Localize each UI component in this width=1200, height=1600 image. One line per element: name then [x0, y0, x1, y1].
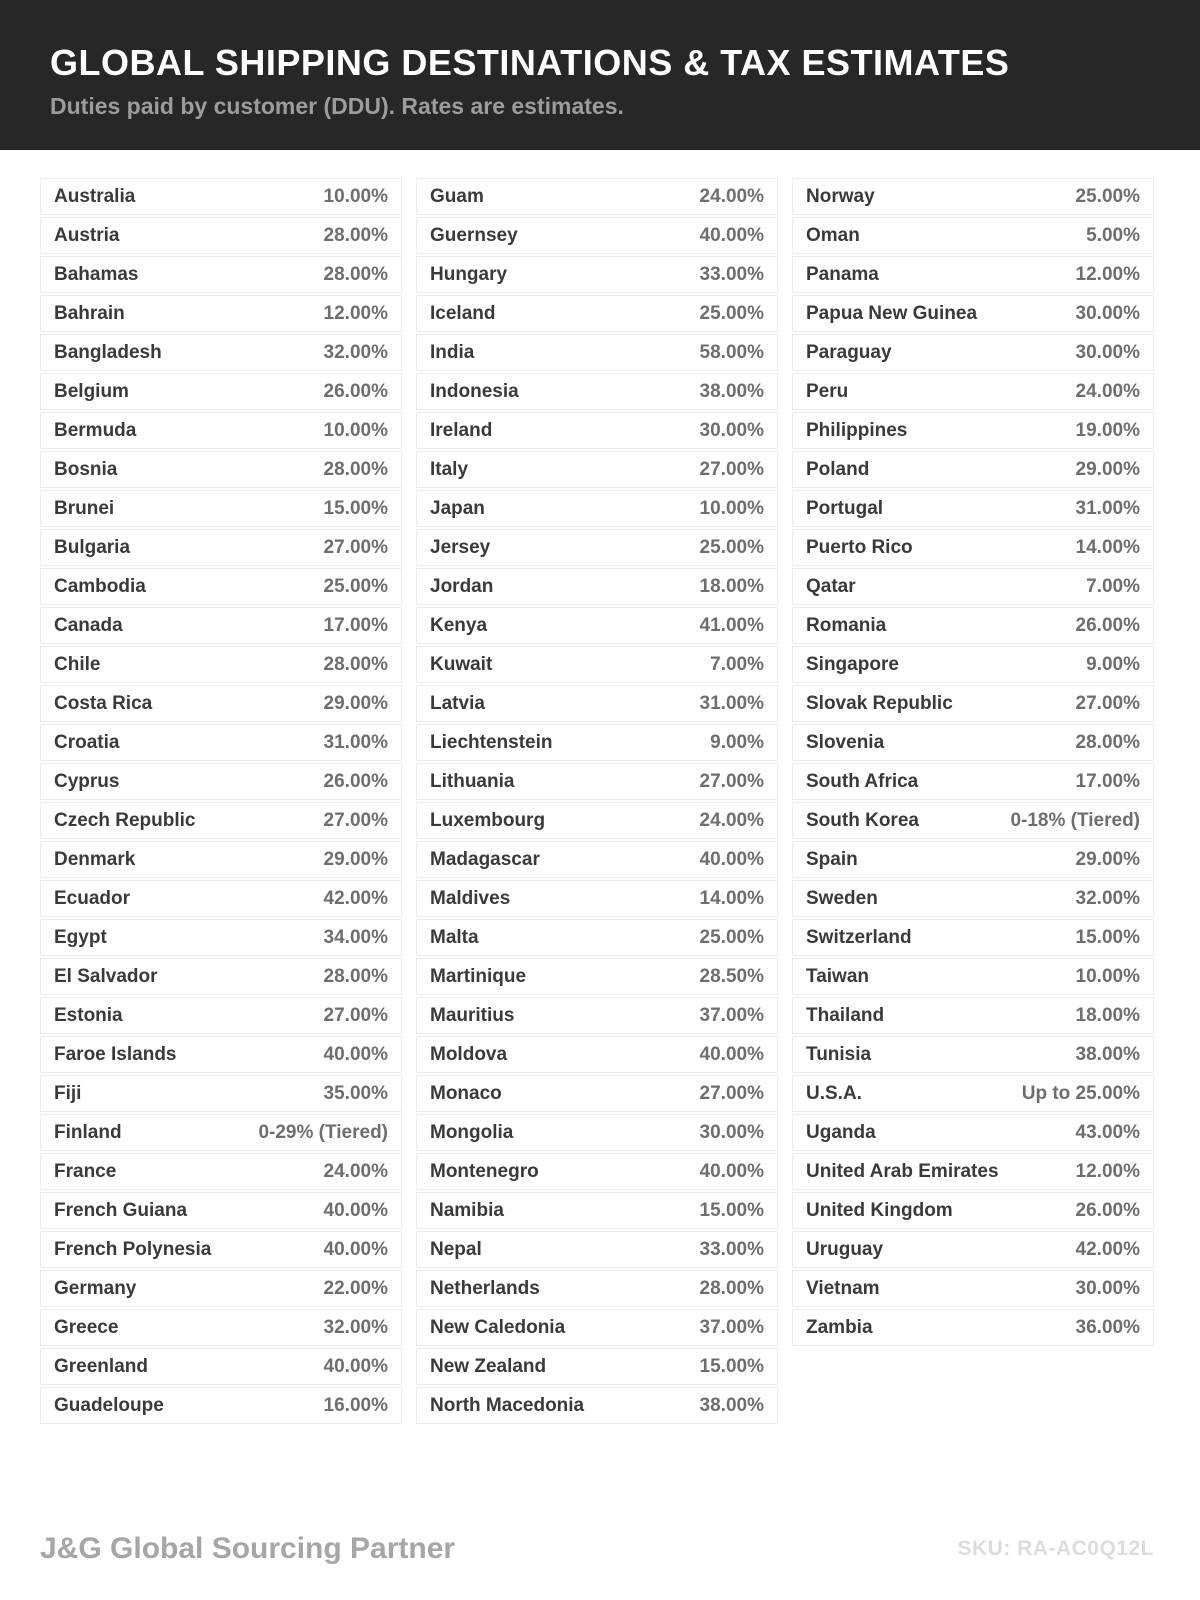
table-row — [416, 841, 778, 878]
table-row — [40, 646, 402, 683]
country-name: Guam — [430, 185, 484, 207]
country-name: Spain — [806, 848, 858, 870]
table-row — [792, 568, 1154, 605]
table-row — [792, 685, 1154, 722]
table-row — [792, 802, 1154, 839]
tax-rate: 12.00% — [323, 302, 388, 324]
country-name: Montenegro — [430, 1160, 539, 1182]
country-name: Bosnia — [54, 458, 118, 480]
tax-rate: 12.00% — [1075, 263, 1140, 285]
table-row — [40, 568, 402, 605]
country-name: Greenland — [54, 1355, 148, 1377]
tax-rate: 15.00% — [699, 1199, 764, 1221]
country-name: Bahamas — [54, 263, 139, 285]
table-row — [792, 646, 1154, 683]
tax-rate: 16.00% — [323, 1394, 388, 1416]
table-row — [792, 1153, 1154, 1190]
table-row — [416, 1075, 778, 1112]
tax-rate: 31.00% — [699, 692, 764, 714]
tax-rate: 17.00% — [1075, 770, 1140, 792]
tax-rate: 12.00% — [1075, 1160, 1140, 1182]
tax-rate: 18.00% — [699, 575, 764, 597]
country-name: Mauritius — [430, 1004, 515, 1026]
table-row — [792, 724, 1154, 761]
country-name: Czech Republic — [54, 809, 196, 831]
country-name: New Zealand — [430, 1355, 547, 1377]
table-row — [40, 763, 402, 800]
country-name: India — [430, 341, 475, 363]
tax-rate: 9.00% — [1086, 653, 1140, 675]
table-row — [40, 1114, 402, 1151]
country-name: Denmark — [54, 848, 136, 870]
country-name: Brunei — [54, 497, 115, 519]
table-row — [40, 841, 402, 878]
table-row — [40, 607, 402, 644]
country-name: El Salvador — [54, 965, 158, 987]
tax-rate: 24.00% — [699, 185, 764, 207]
tax-rate: 28.00% — [323, 263, 388, 285]
tax-rate: 10.00% — [323, 419, 388, 441]
tax-rate: 7.00% — [710, 653, 764, 675]
country-name: French Guiana — [54, 1199, 188, 1221]
table-row — [40, 1036, 402, 1073]
country-name: Martinique — [430, 965, 527, 987]
tax-rate: 32.00% — [323, 1316, 388, 1338]
table-row — [416, 373, 778, 410]
country-name: Singapore — [806, 653, 899, 675]
table-row — [40, 412, 402, 449]
tax-rate: 30.00% — [1075, 302, 1140, 324]
table-row — [40, 1153, 402, 1190]
table-row — [40, 451, 402, 488]
tax-rate: 29.00% — [323, 848, 388, 870]
table-row — [792, 334, 1154, 371]
table-row — [416, 919, 778, 956]
table-row — [416, 646, 778, 683]
tax-rate: 15.00% — [699, 1355, 764, 1377]
table-row — [416, 178, 778, 215]
country-name: Lithuania — [430, 770, 515, 792]
tax-rate: 41.00% — [699, 614, 764, 636]
country-name: Mongolia — [430, 1121, 514, 1143]
country-name: Slovak Republic — [806, 692, 953, 714]
sku-label: SKU: RA-AC0Q12L — [957, 1537, 1154, 1560]
table-row — [416, 451, 778, 488]
country-name: Uruguay — [806, 1238, 884, 1260]
table-row — [416, 412, 778, 449]
tax-rate: 38.00% — [699, 1394, 764, 1416]
table-row — [416, 1348, 778, 1385]
table-row — [792, 1270, 1154, 1307]
tax-rate: 25.00% — [1075, 185, 1140, 207]
tax-rate: 25.00% — [699, 536, 764, 558]
tax-rate: 33.00% — [699, 1238, 764, 1260]
table-row — [416, 607, 778, 644]
table-row — [40, 256, 402, 293]
table-row — [40, 373, 402, 410]
table-row — [40, 1192, 402, 1229]
tax-rate: 24.00% — [1075, 380, 1140, 402]
table-row — [40, 1270, 402, 1307]
table-row — [40, 880, 402, 917]
tax-rate: 0-29% (Tiered) — [258, 1121, 388, 1143]
table-row — [416, 685, 778, 722]
table-row — [416, 1270, 778, 1307]
country-name: Uganda — [806, 1121, 876, 1143]
tax-rate: 32.00% — [323, 341, 388, 363]
country-name: Faroe Islands — [54, 1043, 177, 1065]
table-row — [416, 1387, 778, 1424]
table-row — [416, 1309, 778, 1346]
country-name: Egypt — [54, 926, 107, 948]
country-name: Thailand — [806, 1004, 885, 1026]
country-name: French Polynesia — [54, 1238, 212, 1260]
country-name: Cambodia — [54, 575, 146, 597]
table-row — [792, 178, 1154, 215]
tax-rate: 25.00% — [323, 575, 388, 597]
tax-rate: 30.00% — [1075, 341, 1140, 363]
table-row — [416, 529, 778, 566]
country-name: Panama — [806, 263, 879, 285]
country-name: Romania — [806, 614, 887, 636]
country-name: South Korea — [806, 809, 919, 831]
tax-rate: 29.00% — [323, 692, 388, 714]
table-row — [40, 958, 402, 995]
country-name: Kuwait — [430, 653, 493, 675]
table-row — [416, 880, 778, 917]
table-column-3 — [792, 178, 1154, 1348]
country-name: Guernsey — [430, 224, 518, 246]
table-row — [416, 568, 778, 605]
table-row — [792, 607, 1154, 644]
tax-rate: 9.00% — [710, 731, 764, 753]
tax-rate: 40.00% — [323, 1238, 388, 1260]
country-name: Zambia — [806, 1316, 873, 1338]
country-name: Indonesia — [430, 380, 519, 402]
table-row — [40, 802, 402, 839]
table-row — [416, 490, 778, 527]
country-name: Italy — [430, 458, 469, 480]
table-row — [40, 919, 402, 956]
tax-rate: 36.00% — [1075, 1316, 1140, 1338]
country-name: Paraguay — [806, 341, 892, 363]
country-name: Luxembourg — [430, 809, 546, 831]
table-row — [416, 724, 778, 761]
tax-rate: 22.00% — [323, 1277, 388, 1299]
tax-rate: 26.00% — [1075, 1199, 1140, 1221]
tax-rate: 15.00% — [1075, 926, 1140, 948]
tax-rate: 40.00% — [699, 224, 764, 246]
tax-rate: 34.00% — [323, 926, 388, 948]
table-row — [416, 763, 778, 800]
country-name: Austria — [54, 224, 120, 246]
table-row — [792, 412, 1154, 449]
tax-rate: 37.00% — [699, 1316, 764, 1338]
table-row — [40, 295, 402, 332]
country-name: Bangladesh — [54, 341, 162, 363]
tax-rate: 31.00% — [323, 731, 388, 753]
country-name: Cyprus — [54, 770, 120, 792]
tax-rate: 30.00% — [699, 1121, 764, 1143]
country-name: Qatar — [806, 575, 856, 597]
country-name: Finland — [54, 1121, 122, 1143]
tax-rate: 33.00% — [699, 263, 764, 285]
table-row — [792, 1036, 1154, 1073]
tax-rate: 5.00% — [1086, 224, 1140, 246]
table-row — [792, 1075, 1154, 1112]
table-row — [792, 919, 1154, 956]
table-row — [40, 490, 402, 527]
country-name: Puerto Rico — [806, 536, 913, 558]
table-row — [416, 217, 778, 254]
tax-rate: 30.00% — [699, 419, 764, 441]
tax-rate: 25.00% — [699, 302, 764, 324]
table-row — [40, 178, 402, 215]
tax-rate: 40.00% — [699, 1043, 764, 1065]
tax-rate: 28.00% — [323, 653, 388, 675]
tax-rate: 17.00% — [323, 614, 388, 636]
tax-rate: 7.00% — [1086, 575, 1140, 597]
country-name: Papua New Guinea — [806, 302, 978, 324]
country-name: Hungary — [430, 263, 508, 285]
table-row — [792, 490, 1154, 527]
table-row — [40, 1309, 402, 1346]
country-name: Canada — [54, 614, 123, 636]
tax-rate: 28.00% — [699, 1277, 764, 1299]
tax-rate: 40.00% — [699, 848, 764, 870]
table-row — [40, 1387, 402, 1424]
tax-rate: 31.00% — [1075, 497, 1140, 519]
tax-rate: 19.00% — [1075, 419, 1140, 441]
table-row — [40, 724, 402, 761]
tax-rate: 27.00% — [323, 536, 388, 558]
country-name: Chile — [54, 653, 101, 675]
table-row — [792, 1309, 1154, 1346]
table-row — [792, 451, 1154, 488]
tax-rate: 43.00% — [1075, 1121, 1140, 1143]
country-name: Namibia — [430, 1199, 504, 1221]
country-name: Latvia — [430, 692, 485, 714]
tax-rates-table — [0, 150, 1200, 1426]
tax-rate: 38.00% — [699, 380, 764, 402]
table-row — [40, 334, 402, 371]
tax-rate: 14.00% — [1075, 536, 1140, 558]
tax-rate: 42.00% — [323, 887, 388, 909]
country-name: Germany — [54, 1277, 137, 1299]
country-name: United Arab Emirates — [806, 1160, 999, 1182]
tax-rate: 28.00% — [323, 965, 388, 987]
table-column-2 — [416, 178, 778, 1426]
tax-rate: 58.00% — [699, 341, 764, 363]
table-row — [416, 256, 778, 293]
country-name: Poland — [806, 458, 870, 480]
tax-rate: 28.00% — [1075, 731, 1140, 753]
country-name: Switzerland — [806, 926, 912, 948]
tax-rate: 27.00% — [1075, 692, 1140, 714]
tax-rate: 26.00% — [323, 770, 388, 792]
table-row — [792, 1231, 1154, 1268]
country-name: Belgium — [54, 380, 129, 402]
tax-rate: 29.00% — [1075, 848, 1140, 870]
table-row — [416, 1153, 778, 1190]
country-name: Philippines — [806, 419, 908, 441]
country-name: Netherlands — [430, 1277, 540, 1299]
country-name: Bulgaria — [54, 536, 131, 558]
tax-rate: 26.00% — [323, 380, 388, 402]
tax-rate: 29.00% — [1075, 458, 1140, 480]
table-row — [416, 334, 778, 371]
tax-rate: 40.00% — [699, 1160, 764, 1182]
table-row — [792, 217, 1154, 254]
country-name: Kenya — [430, 614, 488, 636]
tax-rate: Up to 25.00% — [1021, 1082, 1140, 1104]
table-row — [40, 1348, 402, 1385]
table-row — [792, 256, 1154, 293]
country-name: Jordan — [430, 575, 494, 597]
country-name: Madagascar — [430, 848, 540, 870]
table-row — [792, 763, 1154, 800]
country-name: Ecuador — [54, 887, 131, 909]
tax-rate: 15.00% — [323, 497, 388, 519]
tax-rate: 42.00% — [1075, 1238, 1140, 1260]
tax-rate: 27.00% — [699, 770, 764, 792]
table-row — [792, 1114, 1154, 1151]
table-row — [40, 217, 402, 254]
table-row — [40, 1231, 402, 1268]
table-row — [40, 529, 402, 566]
table-row — [416, 958, 778, 995]
country-name: Fiji — [54, 1082, 82, 1104]
tax-rate: 24.00% — [699, 809, 764, 831]
tax-rate: 28.00% — [323, 458, 388, 480]
table-row — [416, 997, 778, 1034]
table-row — [792, 373, 1154, 410]
country-name: Australia — [54, 185, 136, 207]
tax-rate: 40.00% — [323, 1355, 388, 1377]
tax-rate: 0-18% (Tiered) — [1010, 809, 1140, 831]
page-header — [0, 0, 1200, 150]
table-row — [792, 958, 1154, 995]
country-name: Guadeloupe — [54, 1394, 164, 1416]
tax-rate: 37.00% — [699, 1004, 764, 1026]
table-column-1 — [40, 178, 402, 1426]
tax-rate: 40.00% — [323, 1199, 388, 1221]
country-name: North Macedonia — [430, 1394, 585, 1416]
country-name: France — [54, 1160, 117, 1182]
table-row — [792, 529, 1154, 566]
country-name: Sweden — [806, 887, 878, 909]
table-row — [416, 802, 778, 839]
tax-rate: 25.00% — [699, 926, 764, 948]
table-row — [792, 295, 1154, 332]
table-row — [416, 295, 778, 332]
country-name: Maldives — [430, 887, 511, 909]
country-name: New Caledonia — [430, 1316, 566, 1338]
country-name: Ireland — [430, 419, 493, 441]
country-name: Estonia — [54, 1004, 123, 1026]
table-row — [40, 1075, 402, 1112]
country-name: Croatia — [54, 731, 120, 753]
country-name: Bermuda — [54, 419, 137, 441]
country-name: United Kingdom — [806, 1199, 953, 1221]
country-name: Taiwan — [806, 965, 869, 987]
tax-rate: 28.50% — [699, 965, 764, 987]
country-name: Jersey — [430, 536, 491, 558]
country-name: Slovenia — [806, 731, 885, 753]
tax-rate: 10.00% — [699, 497, 764, 519]
country-name: Nepal — [430, 1238, 482, 1260]
page-footer — [40, 1532, 1154, 1566]
tax-rate: 27.00% — [323, 1004, 388, 1026]
tax-rate: 32.00% — [1075, 887, 1140, 909]
table-row — [40, 685, 402, 722]
country-name: Japan — [430, 497, 485, 519]
table-row — [416, 1231, 778, 1268]
tax-rate: 35.00% — [323, 1082, 388, 1104]
table-row — [416, 1036, 778, 1073]
tax-rate: 28.00% — [323, 224, 388, 246]
country-name: Oman — [806, 224, 860, 246]
country-name: Monaco — [430, 1082, 502, 1104]
tax-rate: 10.00% — [1075, 965, 1140, 987]
table-row — [792, 841, 1154, 878]
country-name: Portugal — [806, 497, 884, 519]
table-row — [416, 1114, 778, 1151]
country-name: Iceland — [430, 302, 496, 324]
country-name: Costa Rica — [54, 692, 153, 714]
country-name: Norway — [806, 185, 875, 207]
country-name: Peru — [806, 380, 849, 402]
country-name: Tunisia — [806, 1043, 872, 1065]
country-name: Moldova — [430, 1043, 508, 1065]
page-subtitle: Duties paid by customer (DDU). Rates are estimates. — [50, 93, 624, 119]
tax-rate: 18.00% — [1075, 1004, 1140, 1026]
page-title: GLOBAL SHIPPING DESTINATIONS & TAX ESTIMATES — [50, 42, 1010, 83]
tax-rate: 10.00% — [323, 185, 388, 207]
table-row — [792, 880, 1154, 917]
country-name: U.S.A. — [806, 1082, 862, 1104]
tax-rate: 30.00% — [1075, 1277, 1140, 1299]
table-row — [792, 1192, 1154, 1229]
country-name: Greece — [54, 1316, 119, 1338]
tax-rate: 24.00% — [323, 1160, 388, 1182]
country-name: Vietnam — [806, 1277, 880, 1299]
tax-rate: 27.00% — [323, 809, 388, 831]
tax-rate: 40.00% — [323, 1043, 388, 1065]
country-name: Malta — [430, 926, 479, 948]
tax-rate: 26.00% — [1075, 614, 1140, 636]
tax-rate: 27.00% — [699, 1082, 764, 1104]
country-name: Liechtenstein — [430, 731, 553, 753]
table-row — [792, 997, 1154, 1034]
tax-rate: 38.00% — [1075, 1043, 1140, 1065]
table-row — [40, 997, 402, 1034]
country-name: South Africa — [806, 770, 919, 792]
brand-name: J&G Global Sourcing Partner — [40, 1532, 456, 1565]
tax-rate: 14.00% — [699, 887, 764, 909]
table-row — [416, 1192, 778, 1229]
country-name: Bahrain — [54, 302, 125, 324]
tax-rate: 27.00% — [699, 458, 764, 480]
